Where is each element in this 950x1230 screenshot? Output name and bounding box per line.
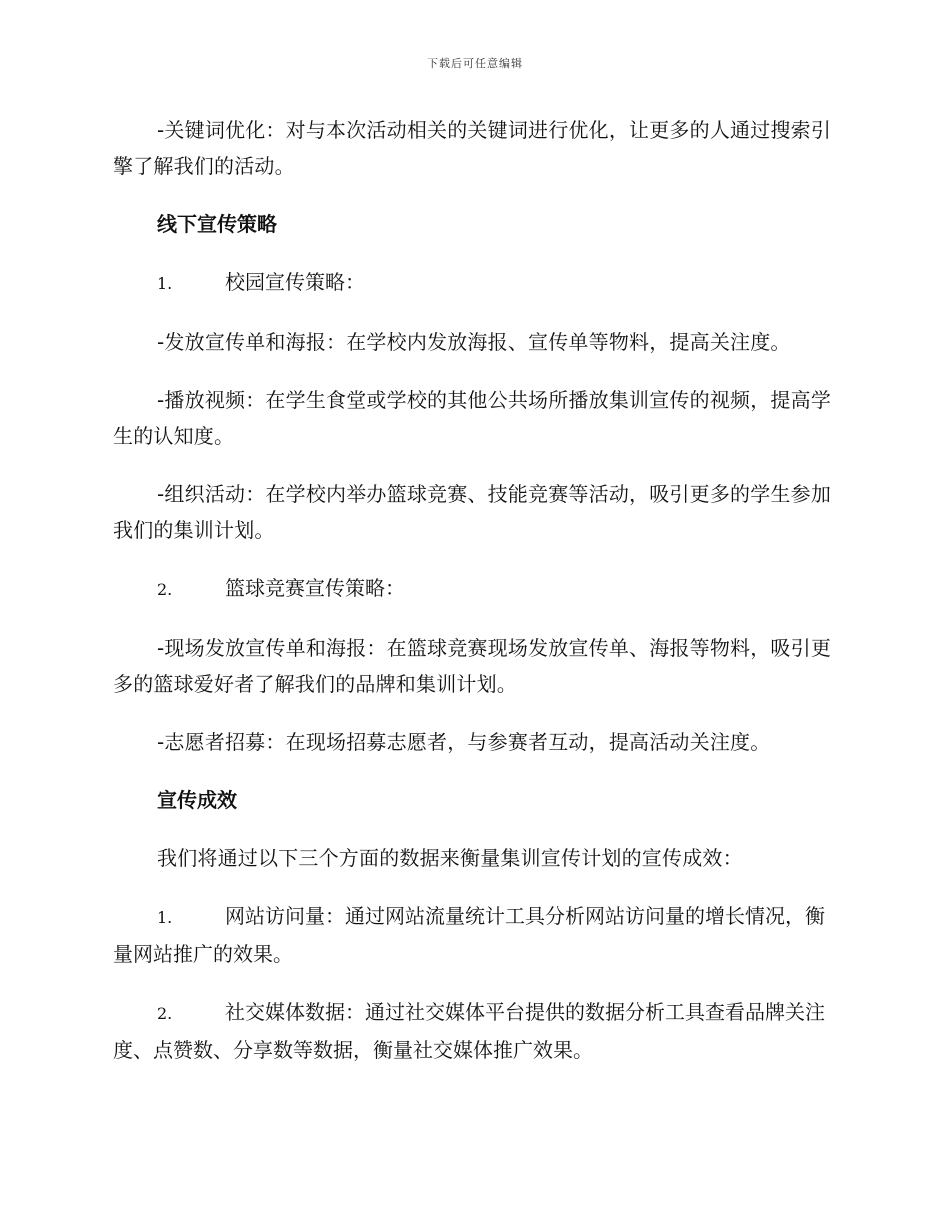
list-number: 2. [157,1004,173,1023]
list-number: 1. [157,274,173,293]
list-item-campus-strategy [113,264,841,302]
list-item-text: 篮球竞赛宣传策略： [225,576,405,600]
list-item-competition-strategy [113,570,841,608]
list-item-text: 社交媒体数据：通过社交媒体平台提供的数据分析工具查看品牌关注度、点赞数、分享数等数据，衡量社交媒体推广效果。 [113,1000,825,1062]
list-item-website-traffic [113,898,841,972]
paragraph-flyers: -发放宣传单和海报：在学校内发放海报、宣传单等物料，提高关注度。 [157,330,791,354]
page-header-note: 下载后可任意编辑 [427,57,523,70]
paragraph-keyword-optimization: -关键词优化：对与本次活动相关的关键词进行优化，让更多的人通过搜索引擎了解我们的活动。 [113,118,832,178]
list-number: 1. [157,908,173,927]
paragraph-onsite-flyers: -现场发放宣传单和海报：在篮球竞赛现场发放宣传单、海报等物料，吸引更多的篮球爱好者了解我们的品牌和集训计划。 [113,636,832,696]
paragraph-measurement: 我们将通过以下三个方面的数据来衡量集训宣传计划的宣传成效： [157,846,743,870]
list-item-text: 网站访问量：通过网站流量统计工具分析网站访问量的增长情况，衡量网站推广的效果。 [113,904,825,966]
paragraph-volunteers: -志愿者招募：在现场招募志愿者，与参赛者互动，提高活动关注度。 [157,730,771,754]
paragraph-activities: -组织活动：在学校内举办篮球竞赛、技能竞赛等活动，吸引更多的学生参加我们的集训计划。 [113,482,832,542]
heading-offline-strategy: 线下宣传策略 [157,212,277,236]
list-item-text: 校园宣传策略： [225,270,365,294]
heading-promotion-results: 宣传成效 [157,788,237,812]
paragraph-video: -播放视频：在学生食堂或学校的其他公共场所播放集训宣传的视频，提高学生的认知度。 [113,388,832,448]
document-body [113,112,841,1090]
list-item-social-media [113,994,841,1068]
list-number: 2. [157,580,173,599]
